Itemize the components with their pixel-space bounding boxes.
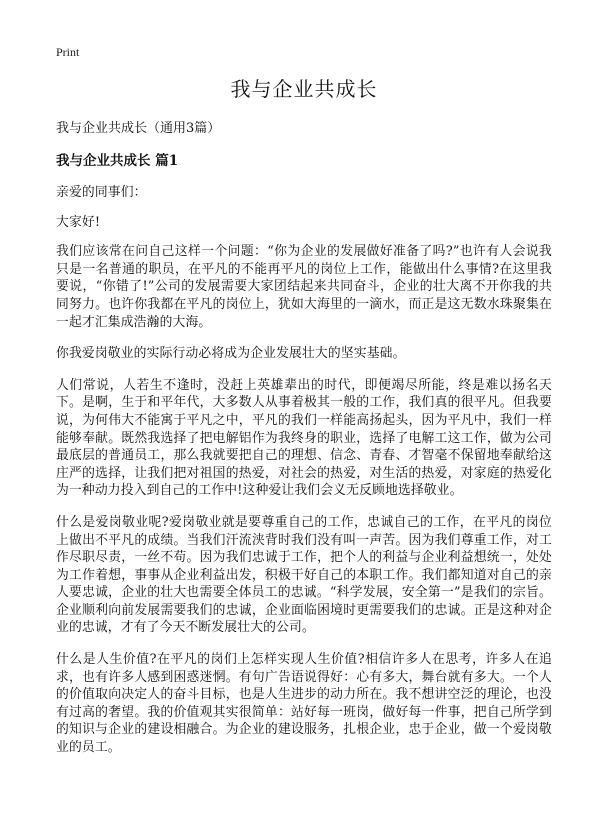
print-link[interactable]: Print [56, 45, 80, 59]
paragraph-body: 什么是人生价值?在平凡的岗们上怎样实现人生价值?相信许多人在思考，许多人在追求，也有许多人感到困惑迷惘。有句广告语说得好：心有多大，舞台就有多大。一个人的价值取向决定人的奋斗目标，也是人生进步的动力所在。我不想讲空泛的理论，也没有过高的奢望。我的价值观其实很简单：站好每一班岗，做好每一件事，把自己所学到的知识与企业的建设相融合。为企业的建设服务，扎根企业，忠于企业，做一个爱岗敬业的员工。 [56, 652, 552, 756]
document-subtitle: 我与企业共成长（通用3篇） [56, 121, 221, 136]
paragraph-body: 什么是爱岗敬业呢?爱岗敬业就是要尊重自己的工作，忠诚自己的工作，在平凡的岗位上做出不平凡的成绩。当我们汗流浃背时我们没有叫一声苦。因为我们尊重工作，对工作尽职尽责，一丝不苟。因为我们忠诚于工作，把个人的利益与企业利益想统一，处处为工作着想，事事从企业利益出发，积极干好自己的本职工作。我们都知道对自己的亲人要忠诚，企业的壮大也需要全体员工的忠诚。“科学发展，安全第一”是我们的宗旨。企业顺利向前发展需要我们的忠诚，企业面临困境时更需要我们的忠诚。正是这种对企业的忠诚，才有了今天不断发展壮大的公司。 [56, 514, 552, 636]
paragraph-hello: 大家好! [56, 214, 101, 230]
paragraph-body: 人们常说，人若生不逢时，没赶上英雄辈出的时代，即便竭尽所能，终是难以扬名天下。是啊，生于和平年代，大多数人从事着极其一般的工作，我们真的很平凡。但我要说，为何伟大不能寓于平凡之中，平凡的我们一样能高扬起头，因为平凡中，我们一样能够奉献。既然我选择了把电解铝作为我终身的职业，选择了电解工这工作，做为公司最底层的普通员工，那么我就要把自己的理想、信念、青春、才智毫不保留地奉献给这庄严的选择，让我们把对祖国的热爱，对社会的热爱，对生活的热爱，对家庭的热爱化为一种动力投入到自己的工作中!这种爱让我们会义无反顾地选择敬业。 [56, 377, 552, 499]
document-title: 我与企业共成长 [230, 77, 378, 101]
paragraph-body: 你我爱岗敬业的实际行动必将成为企业发展壮大的坚实基础。 [56, 346, 406, 362]
section-heading: 我与企业共成长 篇1 [56, 153, 179, 169]
paragraph-body: 我们应该常在问自己这样一个问题：“你为企业的发展做好准备了吗?”也许有人会说我只是一名普通的职员，在平凡的不能再平凡的岗位上工作，能做出什么事情?在这里我要说，“你错了!”公司的发展需要大家团结起来共同奋斗，企业的壮大离不开你我的共同努力。也许你我都在平凡的岗位上，犹如大海里的一滴水，而正是这无数水珠聚集在一起才汇集成浩瀚的大海。 [56, 244, 552, 330]
paragraph-greeting: 亲爱的同事们： [56, 185, 147, 200]
